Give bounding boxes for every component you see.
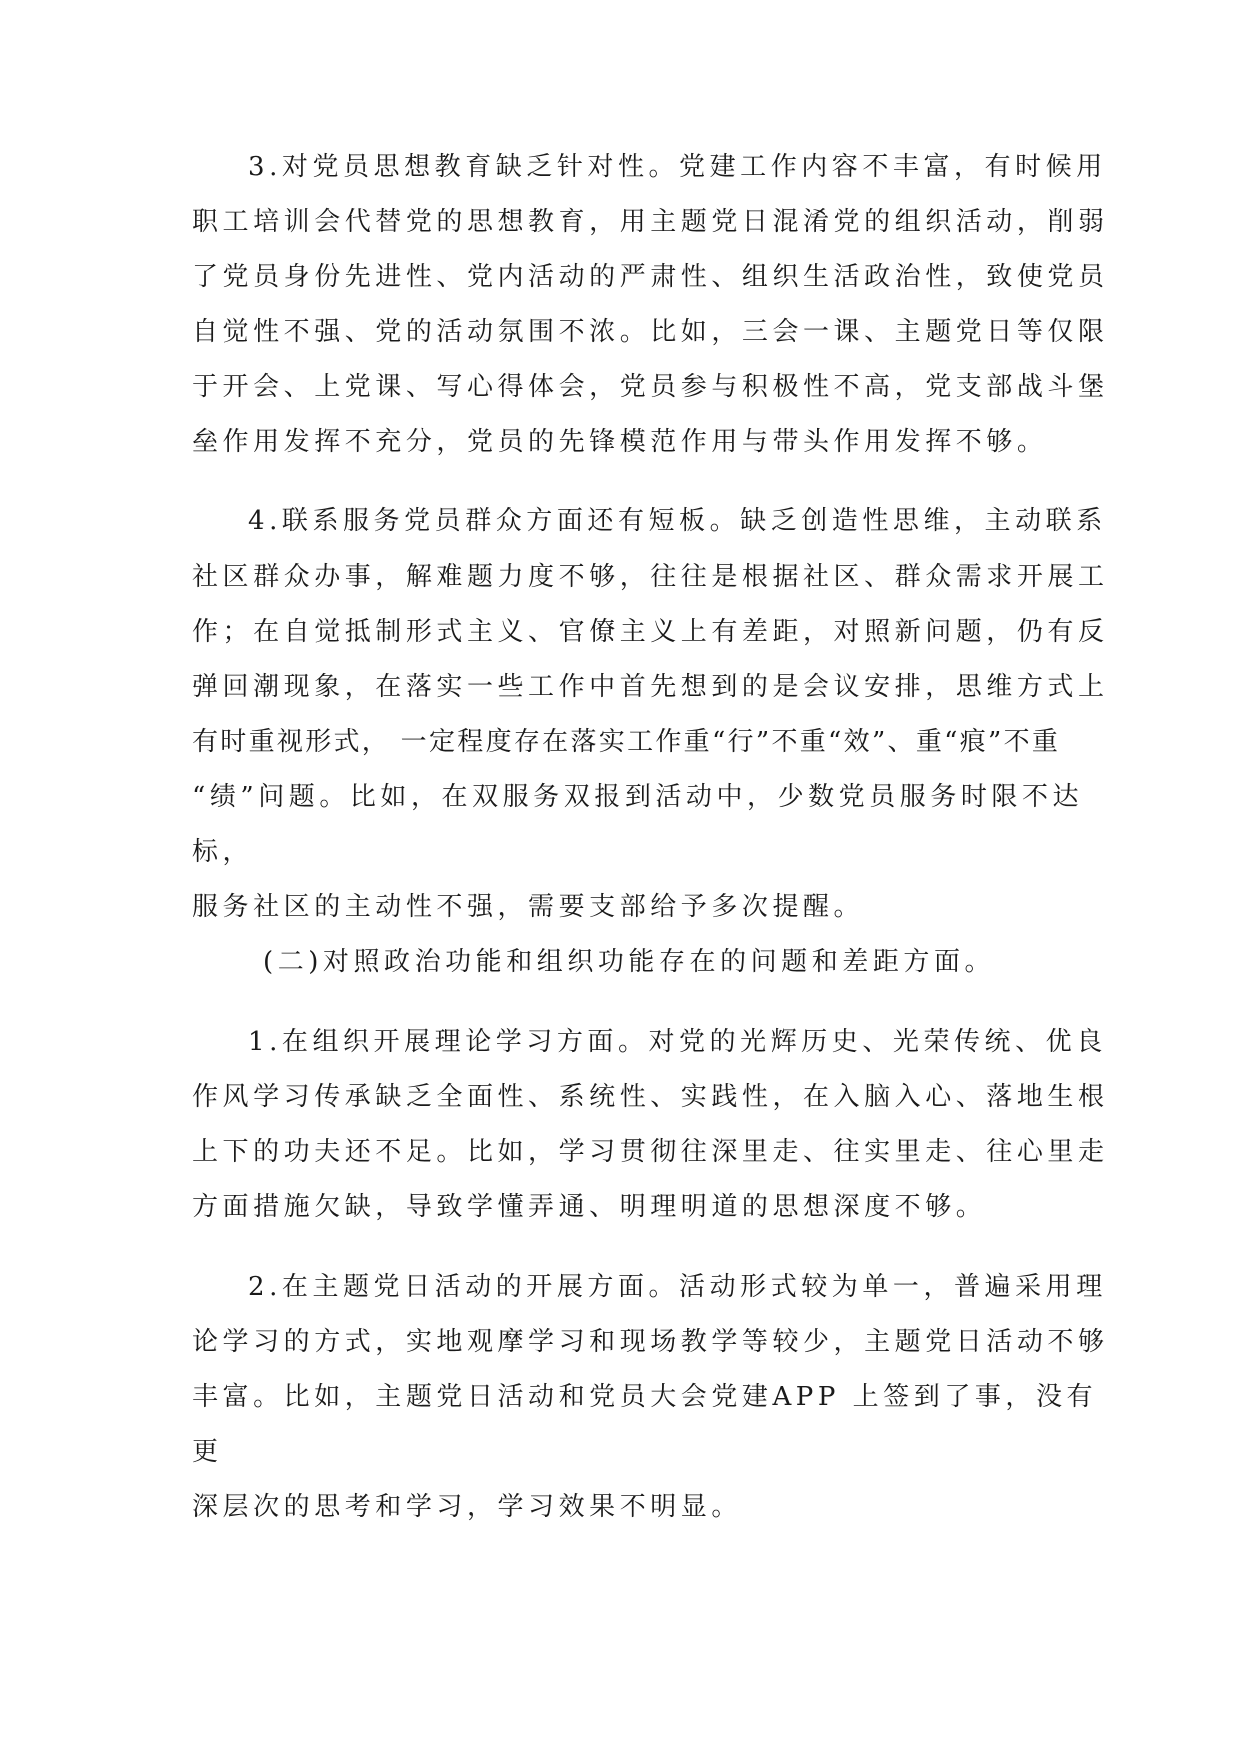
text-line: 了党员身份先进性、党内活动的严肃性、组织生活政治性，致使党员 <box>192 262 1109 292</box>
text-line: 作风学习传承缺乏全面性、系统性、实践性，在入脑入心、落地生根 <box>192 1082 1109 1112</box>
text-line: 于开会、上党课、写心得体会，党员参与积极性不高，党支部战斗堡 <box>192 372 1109 402</box>
text-line: 4.联系服务党员群众方面还有短板。缺乏创造性思维，主动联系 <box>248 506 1107 536</box>
text-line: 方面措施欠缺，导致学懂弄通、明理明道的思想深度不够。 <box>192 1192 987 1222</box>
section-heading: (二)对照政治功能和组织功能存在的问题和差距方面。 <box>263 947 996 977</box>
text-line: 上下的功夫还不足。比如，学习贯彻往深里走、往实里走、往心里走 <box>192 1137 1109 1167</box>
text-line: 自觉性不强、党的活动氛围不浓。比如，三会一课、主题党日等仅限 <box>192 317 1109 347</box>
text-line: 社区群众办事，解难题力度不够，往往是根据社区、群众需求开展工 <box>192 562 1109 592</box>
text-line: 职工培训会代替党的思想教育，用主题党日混淆党的组织活动，削弱 <box>192 207 1109 237</box>
text-line: 深层次的思考和学习，学习效果不明显。 <box>192 1492 742 1522</box>
text-line: 更 <box>192 1437 223 1467</box>
text-line: 2.在主题党日活动的开展方面。活动形式较为单一，普遍采用理 <box>248 1272 1107 1302</box>
text-line: 1.在组织开展理论学习方面。对党的光辉历史、光荣传统、优良 <box>248 1027 1107 1057</box>
text-line: 丰富。比如，主题党日活动和党员大会党建APP 上签到了事，没有 <box>192 1382 1098 1412</box>
text-line: 垒作用发挥不充分，党员的先锋模范作用与带头作用发挥不够。 <box>192 427 1048 457</box>
text-line: 3.对党员思想教育缺乏针对性。党建工作内容不丰富，有时候用 <box>248 152 1107 182</box>
text-line: 论学习的方式，实地观摩学习和现场教学等较少，主题党日活动不够 <box>192 1327 1109 1357</box>
text-line: 有时重视形式， 一定程度存在落实工作重“行”不重“效”、重“痕”不重 <box>192 727 1061 757</box>
text-line: “绩”问题。比如，在双服务双报到活动中，少数党员服务时限不达 <box>192 782 1084 812</box>
text-line: 弹回潮现象，在落实一些工作中首先想到的是会议安排，思维方式上 <box>192 672 1109 702</box>
text-line: 服务社区的主动性不强，需要支部给予多次提醒。 <box>192 892 865 922</box>
text-line: 作；在自觉抵制形式主义、官僚主义上有差距，对照新问题，仍有反 <box>192 617 1109 647</box>
text-line: 标， <box>192 837 254 867</box>
